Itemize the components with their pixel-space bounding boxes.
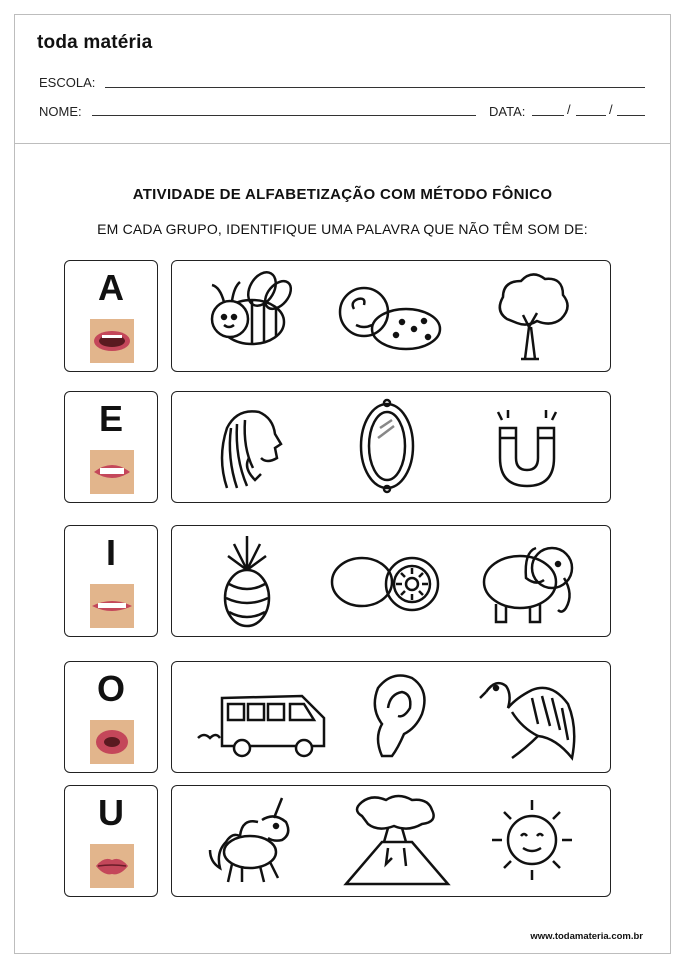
- elephant-icon[interactable]: [474, 532, 584, 628]
- picture-group-u: [171, 785, 611, 897]
- vowel-letter: O: [96, 668, 125, 709]
- woman-hair-icon[interactable]: [197, 398, 307, 494]
- tree-icon[interactable]: [477, 267, 587, 363]
- mouth-open-a-icon: [90, 319, 134, 363]
- volcano-icon[interactable]: [342, 792, 452, 888]
- bee-icon[interactable]: [192, 267, 302, 363]
- mouth-e-icon: [90, 450, 134, 494]
- nome-line[interactable]: [92, 115, 476, 116]
- vowel-letter: E: [98, 398, 123, 439]
- picture-group-i: [171, 525, 611, 637]
- logo: toda matéria: [37, 32, 153, 53]
- picture-group-a: [171, 260, 611, 372]
- vulture-icon[interactable]: [472, 668, 582, 764]
- pineapple-icon[interactable]: [192, 532, 302, 628]
- vowel-letter: A: [98, 267, 124, 308]
- kiwi-icon[interactable]: [330, 532, 440, 628]
- picture-group-e: [171, 391, 611, 503]
- escola-line[interactable]: [105, 87, 645, 88]
- date-year-line[interactable]: [617, 115, 645, 116]
- letter-card-e: [64, 391, 158, 503]
- activity-title: ATIVIDADE DE ALFABETIZAÇÃO COM MÉTODO FÔNICO: [132, 186, 553, 203]
- letter-card-o: [64, 661, 158, 773]
- activity-instructions: EM CADA GRUPO, IDENTIFIQUE UMA PALAVRA QUE NÃO TÊM SOM DE:: [97, 221, 588, 237]
- date-month-line[interactable]: [576, 115, 606, 116]
- escola-label: ESCOLA:: [39, 75, 96, 90]
- vowel-letter: I: [105, 532, 116, 573]
- sun-icon[interactable]: [477, 792, 587, 888]
- date-separator: /: [567, 102, 571, 117]
- nome-label: NOME:: [39, 104, 82, 119]
- bus-icon[interactable]: [192, 668, 342, 764]
- mouth-u-icon: [90, 844, 134, 888]
- date-day-line[interactable]: [532, 115, 564, 116]
- mouth-o-icon: [90, 720, 134, 764]
- letter-card-u: [64, 785, 158, 897]
- data-label: DATA:: [489, 104, 526, 119]
- date-separator: /: [609, 102, 613, 117]
- footer-url[interactable]: www.todamateria.com.br: [530, 931, 643, 942]
- ear-icon[interactable]: [352, 668, 442, 764]
- mouth-i-icon: [90, 584, 134, 628]
- picture-group-o: [171, 661, 611, 773]
- letter-card-i: [64, 525, 158, 637]
- letter-card-a: [64, 260, 158, 372]
- mirror-icon[interactable]: [332, 398, 442, 494]
- header: [14, 14, 671, 144]
- vowel-letter: U: [98, 792, 124, 833]
- baby-icon[interactable]: [332, 267, 442, 363]
- unicorn-icon[interactable]: [202, 792, 312, 888]
- magnet-icon[interactable]: [472, 398, 582, 494]
